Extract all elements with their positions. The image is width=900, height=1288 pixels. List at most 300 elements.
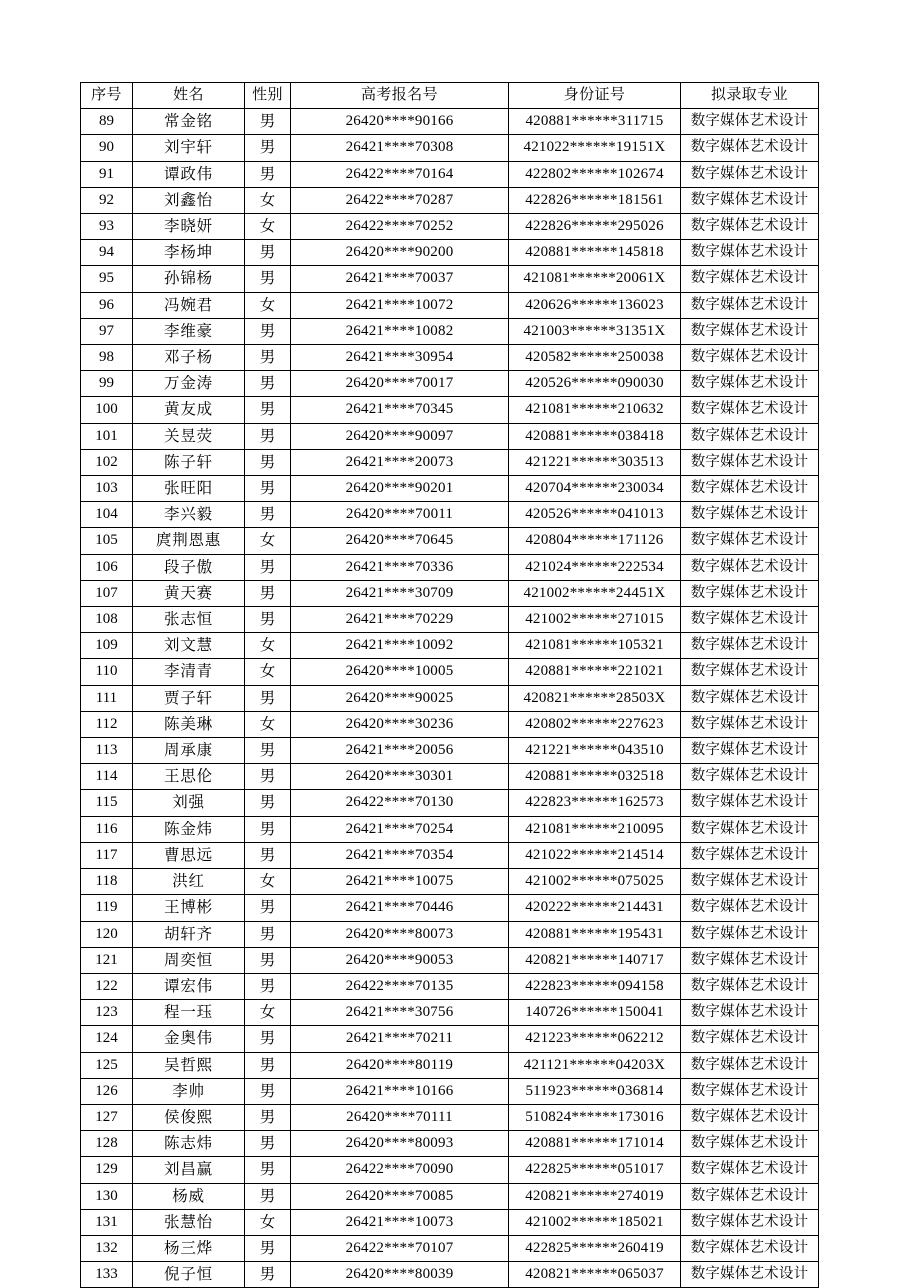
column-header-sex: 性别	[245, 83, 291, 109]
cell-sex: 男	[245, 1026, 291, 1052]
cell-exam: 26420****90201	[291, 476, 509, 502]
cell-seq: 116	[81, 816, 133, 842]
cell-name: 黄友成	[133, 397, 245, 423]
cell-exam: 26420****70011	[291, 502, 509, 528]
table-row	[81, 1183, 819, 1209]
cell-name: 周奕恒	[133, 947, 245, 973]
cell-idnum: 420582******250038	[509, 345, 681, 371]
cell-idnum: 421022******214514	[509, 842, 681, 868]
cell-sex: 男	[245, 947, 291, 973]
cell-name: 吴哲熙	[133, 1052, 245, 1078]
cell-major: 数字媒体艺术设计	[681, 869, 819, 895]
cell-major: 数字媒体艺术设计	[681, 266, 819, 292]
cell-idnum: 420821******065037	[509, 1262, 681, 1288]
cell-exam: 26421****70037	[291, 266, 509, 292]
cell-exam: 26420****30301	[291, 764, 509, 790]
cell-sex: 男	[245, 607, 291, 633]
table-row	[81, 1000, 819, 1026]
column-header-idnum: 身份证号	[509, 83, 681, 109]
cell-major: 数字媒体艺术设计	[681, 397, 819, 423]
cell-name: 程一珏	[133, 1000, 245, 1026]
cell-name: 杨三烨	[133, 1235, 245, 1261]
cell-exam: 26421****10082	[291, 318, 509, 344]
cell-sex: 男	[245, 554, 291, 580]
cell-exam: 26422****70107	[291, 1235, 509, 1261]
cell-major: 数字媒体艺术设计	[681, 1262, 819, 1288]
cell-sex: 女	[245, 292, 291, 318]
cell-sex: 男	[245, 135, 291, 161]
cell-name: 陈志炜	[133, 1131, 245, 1157]
cell-major: 数字媒体艺术设计	[681, 1052, 819, 1078]
cell-idnum: 420881******221021	[509, 659, 681, 685]
cell-sex: 男	[245, 842, 291, 868]
cell-idnum: 420881******032518	[509, 764, 681, 790]
cell-name: 谭政伟	[133, 161, 245, 187]
cell-idnum: 421221******303513	[509, 449, 681, 475]
cell-sex: 男	[245, 1183, 291, 1209]
cell-name: 胡轩齐	[133, 921, 245, 947]
cell-major: 数字媒体艺术设计	[681, 895, 819, 921]
cell-seq: 110	[81, 659, 133, 685]
cell-name: 洪红	[133, 869, 245, 895]
cell-idnum: 421081******20061X	[509, 266, 681, 292]
cell-sex: 男	[245, 161, 291, 187]
cell-seq: 108	[81, 607, 133, 633]
cell-exam: 26422****70130	[291, 790, 509, 816]
cell-name: 邓子杨	[133, 345, 245, 371]
cell-seq: 133	[81, 1262, 133, 1288]
cell-seq: 91	[81, 161, 133, 187]
cell-idnum: 420881******311715	[509, 109, 681, 135]
cell-seq: 92	[81, 187, 133, 213]
cell-seq: 120	[81, 921, 133, 947]
cell-name: 李帅	[133, 1078, 245, 1104]
cell-sex: 男	[245, 790, 291, 816]
cell-exam: 26421****70446	[291, 895, 509, 921]
cell-exam: 26422****70090	[291, 1157, 509, 1183]
cell-idnum: 421121******04203X	[509, 1052, 681, 1078]
column-header-major: 拟录取专业	[681, 83, 819, 109]
cell-seq: 113	[81, 738, 133, 764]
cell-sex: 女	[245, 187, 291, 213]
cell-major: 数字媒体艺术设计	[681, 711, 819, 737]
cell-idnum: 421081******105321	[509, 633, 681, 659]
cell-sex: 男	[245, 1131, 291, 1157]
cell-sex: 男	[245, 318, 291, 344]
cell-name: 孙锦杨	[133, 266, 245, 292]
cell-exam: 26420****70645	[291, 528, 509, 554]
cell-name: 金奥伟	[133, 1026, 245, 1052]
table-row	[81, 318, 819, 344]
cell-idnum: 421022******19151X	[509, 135, 681, 161]
cell-name: 张志恒	[133, 607, 245, 633]
cell-exam: 26421****10092	[291, 633, 509, 659]
cell-sex: 男	[245, 449, 291, 475]
cell-seq: 102	[81, 449, 133, 475]
cell-idnum: 420526******090030	[509, 371, 681, 397]
cell-seq: 124	[81, 1026, 133, 1052]
table-row	[81, 423, 819, 449]
cell-major: 数字媒体艺术设计	[681, 187, 819, 213]
table-row	[81, 1052, 819, 1078]
cell-idnum: 422823******162573	[509, 790, 681, 816]
cell-idnum: 420821******28503X	[509, 685, 681, 711]
cell-name: 张旺阳	[133, 476, 245, 502]
cell-exam: 26420****70111	[291, 1104, 509, 1130]
cell-name: 段子傲	[133, 554, 245, 580]
cell-seq: 112	[81, 711, 133, 737]
cell-seq: 130	[81, 1183, 133, 1209]
cell-exam: 26420****70085	[291, 1183, 509, 1209]
cell-seq: 101	[81, 423, 133, 449]
cell-exam: 26421****70308	[291, 135, 509, 161]
table-row	[81, 790, 819, 816]
cell-seq: 132	[81, 1235, 133, 1261]
cell-sex: 女	[245, 711, 291, 737]
table-row	[81, 1026, 819, 1052]
cell-exam: 26422****70135	[291, 973, 509, 999]
cell-seq: 114	[81, 764, 133, 790]
table-header	[81, 83, 819, 109]
cell-major: 数字媒体艺术设计	[681, 685, 819, 711]
cell-idnum: 420881******038418	[509, 423, 681, 449]
cell-major: 数字媒体艺术设计	[681, 1209, 819, 1235]
cell-seq: 93	[81, 214, 133, 240]
cell-name: 刘鑫怡	[133, 187, 245, 213]
table-row	[81, 738, 819, 764]
cell-seq: 109	[81, 633, 133, 659]
cell-seq: 122	[81, 973, 133, 999]
cell-name: 李杨坤	[133, 240, 245, 266]
cell-idnum: 140726******150041	[509, 1000, 681, 1026]
cell-name: 万金涛	[133, 371, 245, 397]
cell-seq: 115	[81, 790, 133, 816]
cell-exam: 26421****70345	[291, 397, 509, 423]
cell-name: 陈美琳	[133, 711, 245, 737]
cell-seq: 106	[81, 554, 133, 580]
cell-sex: 男	[245, 109, 291, 135]
cell-name: 刘强	[133, 790, 245, 816]
cell-seq: 104	[81, 502, 133, 528]
cell-name: 刘昌赢	[133, 1157, 245, 1183]
table-row	[81, 1262, 819, 1288]
table-row	[81, 502, 819, 528]
cell-name: 冯婉君	[133, 292, 245, 318]
cell-idnum: 422825******051017	[509, 1157, 681, 1183]
cell-exam: 26420****80073	[291, 921, 509, 947]
table-row	[81, 869, 819, 895]
cell-name: 李兴毅	[133, 502, 245, 528]
cell-seq: 128	[81, 1131, 133, 1157]
table-row	[81, 292, 819, 318]
cell-idnum: 420881******145818	[509, 240, 681, 266]
table-row	[81, 476, 819, 502]
document-page	[80, 82, 818, 1288]
table-row	[81, 685, 819, 711]
cell-major: 数字媒体艺术设计	[681, 659, 819, 685]
cell-name: 陈金炜	[133, 816, 245, 842]
cell-idnum: 511923******036814	[509, 1078, 681, 1104]
cell-sex: 男	[245, 816, 291, 842]
cell-sex: 男	[245, 345, 291, 371]
cell-seq: 98	[81, 345, 133, 371]
cell-major: 数字媒体艺术设计	[681, 1131, 819, 1157]
table-row	[81, 109, 819, 135]
table-row	[81, 187, 819, 213]
cell-sex: 男	[245, 764, 291, 790]
table-row	[81, 1078, 819, 1104]
cell-major: 数字媒体艺术设计	[681, 764, 819, 790]
table-row	[81, 135, 819, 161]
cell-exam: 26421****30954	[291, 345, 509, 371]
cell-idnum: 422826******295026	[509, 214, 681, 240]
cell-sex: 女	[245, 869, 291, 895]
cell-exam: 26420****70017	[291, 371, 509, 397]
table-row	[81, 528, 819, 554]
cell-sex: 男	[245, 423, 291, 449]
cell-major: 数字媒体艺术设计	[681, 921, 819, 947]
table-row	[81, 973, 819, 999]
cell-seq: 123	[81, 1000, 133, 1026]
cell-sex: 男	[245, 371, 291, 397]
cell-exam: 26420****90200	[291, 240, 509, 266]
cell-name: 倪子恒	[133, 1262, 245, 1288]
cell-seq: 96	[81, 292, 133, 318]
cell-sex: 男	[245, 1052, 291, 1078]
cell-sex: 男	[245, 685, 291, 711]
cell-idnum: 421221******043510	[509, 738, 681, 764]
table-row	[81, 816, 819, 842]
cell-sex: 男	[245, 580, 291, 606]
cell-seq: 100	[81, 397, 133, 423]
cell-idnum: 421081******210095	[509, 816, 681, 842]
cell-exam: 26421****20056	[291, 738, 509, 764]
cell-sex: 男	[245, 738, 291, 764]
cell-major: 数字媒体艺术设计	[681, 449, 819, 475]
cell-major: 数字媒体艺术设计	[681, 1157, 819, 1183]
cell-sex: 女	[245, 528, 291, 554]
cell-seq: 127	[81, 1104, 133, 1130]
cell-name: 曹思远	[133, 842, 245, 868]
cell-seq: 99	[81, 371, 133, 397]
table-row	[81, 449, 819, 475]
cell-idnum: 420626******136023	[509, 292, 681, 318]
cell-major: 数字媒体艺术设计	[681, 842, 819, 868]
table-row	[81, 1235, 819, 1261]
cell-name: 李维豪	[133, 318, 245, 344]
cell-major: 数字媒体艺术设计	[681, 423, 819, 449]
cell-name: 贾子轩	[133, 685, 245, 711]
cell-idnum: 421002******185021	[509, 1209, 681, 1235]
cell-seq: 131	[81, 1209, 133, 1235]
cell-major: 数字媒体艺术设计	[681, 790, 819, 816]
cell-idnum: 420526******041013	[509, 502, 681, 528]
cell-idnum: 422825******260419	[509, 1235, 681, 1261]
cell-exam: 26420****80093	[291, 1131, 509, 1157]
cell-major: 数字媒体艺术设计	[681, 135, 819, 161]
cell-exam: 26421****70354	[291, 842, 509, 868]
cell-seq: 97	[81, 318, 133, 344]
table-row	[81, 947, 819, 973]
table-row	[81, 1209, 819, 1235]
cell-seq: 118	[81, 869, 133, 895]
table-row	[81, 921, 819, 947]
cell-major: 数字媒体艺术设计	[681, 161, 819, 187]
cell-major: 数字媒体艺术设计	[681, 1078, 819, 1104]
cell-major: 数字媒体艺术设计	[681, 973, 819, 999]
cell-name: 庹荆恩惠	[133, 528, 245, 554]
table-row	[81, 895, 819, 921]
table-row	[81, 161, 819, 187]
table-row	[81, 711, 819, 737]
cell-exam: 26421****30709	[291, 580, 509, 606]
cell-seq: 126	[81, 1078, 133, 1104]
cell-seq: 117	[81, 842, 133, 868]
cell-exam: 26421****30756	[291, 1000, 509, 1026]
table-row	[81, 345, 819, 371]
table-row	[81, 764, 819, 790]
table-row	[81, 371, 819, 397]
cell-idnum: 422802******102674	[509, 161, 681, 187]
cell-major: 数字媒体艺术设计	[681, 345, 819, 371]
cell-sex: 女	[245, 1000, 291, 1026]
cell-idnum: 421223******062212	[509, 1026, 681, 1052]
cell-major: 数字媒体艺术设计	[681, 502, 819, 528]
cell-sex: 男	[245, 1262, 291, 1288]
cell-major: 数字媒体艺术设计	[681, 109, 819, 135]
cell-exam: 26420****90097	[291, 423, 509, 449]
cell-idnum: 421003******31351X	[509, 318, 681, 344]
cell-exam: 26420****80119	[291, 1052, 509, 1078]
table-row	[81, 580, 819, 606]
cell-exam: 26420****30236	[291, 711, 509, 737]
cell-sex: 男	[245, 1157, 291, 1183]
cell-exam: 26422****70287	[291, 187, 509, 213]
cell-major: 数字媒体艺术设计	[681, 633, 819, 659]
cell-major: 数字媒体艺术设计	[681, 1026, 819, 1052]
cell-major: 数字媒体艺术设计	[681, 554, 819, 580]
cell-sex: 男	[245, 895, 291, 921]
cell-exam: 26420****90166	[291, 109, 509, 135]
cell-name: 刘文慧	[133, 633, 245, 659]
cell-name: 李清青	[133, 659, 245, 685]
cell-idnum: 420881******171014	[509, 1131, 681, 1157]
cell-major: 数字媒体艺术设计	[681, 292, 819, 318]
cell-name: 谭宏伟	[133, 973, 245, 999]
cell-exam: 26420****80039	[291, 1262, 509, 1288]
cell-sex: 男	[245, 476, 291, 502]
cell-major: 数字媒体艺术设计	[681, 476, 819, 502]
cell-major: 数字媒体艺术设计	[681, 1104, 819, 1130]
cell-sex: 男	[245, 266, 291, 292]
cell-sex: 女	[245, 214, 291, 240]
cell-exam: 26421****70254	[291, 816, 509, 842]
cell-exam: 26422****70252	[291, 214, 509, 240]
table-row	[81, 633, 819, 659]
cell-exam: 26421****10072	[291, 292, 509, 318]
cell-major: 数字媒体艺术设计	[681, 947, 819, 973]
cell-sex: 男	[245, 240, 291, 266]
cell-exam: 26421****20073	[291, 449, 509, 475]
cell-seq: 90	[81, 135, 133, 161]
cell-exam: 26420****90053	[291, 947, 509, 973]
cell-idnum: 421002******075025	[509, 869, 681, 895]
cell-name: 李晓妍	[133, 214, 245, 240]
column-header-name: 姓名	[133, 83, 245, 109]
cell-sex: 女	[245, 633, 291, 659]
table-row	[81, 240, 819, 266]
cell-exam: 26421****10073	[291, 1209, 509, 1235]
cell-idnum: 420802******227623	[509, 711, 681, 737]
cell-idnum: 421002******271015	[509, 607, 681, 633]
cell-name: 陈子轩	[133, 449, 245, 475]
cell-exam: 26421****70211	[291, 1026, 509, 1052]
cell-sex: 男	[245, 397, 291, 423]
cell-major: 数字媒体艺术设计	[681, 580, 819, 606]
table-header-row	[81, 83, 819, 109]
table-row	[81, 397, 819, 423]
cell-sex: 女	[245, 1209, 291, 1235]
cell-idnum: 421024******222534	[509, 554, 681, 580]
cell-idnum: 420821******140717	[509, 947, 681, 973]
cell-sex: 男	[245, 921, 291, 947]
cell-seq: 119	[81, 895, 133, 921]
cell-sex: 男	[245, 1078, 291, 1104]
cell-name: 周承康	[133, 738, 245, 764]
cell-seq: 129	[81, 1157, 133, 1183]
cell-name: 杨威	[133, 1183, 245, 1209]
column-header-exam: 高考报名号	[291, 83, 509, 109]
cell-seq: 105	[81, 528, 133, 554]
cell-name: 王博彬	[133, 895, 245, 921]
cell-sex: 男	[245, 973, 291, 999]
cell-exam: 26421****70336	[291, 554, 509, 580]
column-header-seq: 序号	[81, 83, 133, 109]
cell-sex: 男	[245, 502, 291, 528]
cell-exam: 26421****10075	[291, 869, 509, 895]
cell-exam: 26420****90025	[291, 685, 509, 711]
cell-seq: 121	[81, 947, 133, 973]
cell-idnum: 420804******171126	[509, 528, 681, 554]
cell-major: 数字媒体艺术设计	[681, 1000, 819, 1026]
cell-major: 数字媒体艺术设计	[681, 607, 819, 633]
cell-major: 数字媒体艺术设计	[681, 1235, 819, 1261]
cell-seq: 103	[81, 476, 133, 502]
cell-name: 张慧怡	[133, 1209, 245, 1235]
cell-name: 黄天赛	[133, 580, 245, 606]
cell-seq: 107	[81, 580, 133, 606]
table-row	[81, 607, 819, 633]
cell-major: 数字媒体艺术设计	[681, 240, 819, 266]
cell-seq: 89	[81, 109, 133, 135]
table-row	[81, 266, 819, 292]
cell-idnum: 421002******24451X	[509, 580, 681, 606]
table-row	[81, 1157, 819, 1183]
cell-idnum: 420881******195431	[509, 921, 681, 947]
admission-roster-table	[80, 82, 819, 1288]
cell-exam: 26421****10166	[291, 1078, 509, 1104]
cell-idnum: 420222******214431	[509, 895, 681, 921]
cell-seq: 125	[81, 1052, 133, 1078]
cell-exam: 26420****10005	[291, 659, 509, 685]
cell-name: 侯俊熙	[133, 1104, 245, 1130]
cell-name: 常金铭	[133, 109, 245, 135]
cell-idnum: 420704******230034	[509, 476, 681, 502]
cell-sex: 男	[245, 1235, 291, 1261]
table-row	[81, 214, 819, 240]
cell-name: 刘宇轩	[133, 135, 245, 161]
cell-sex: 男	[245, 1104, 291, 1130]
